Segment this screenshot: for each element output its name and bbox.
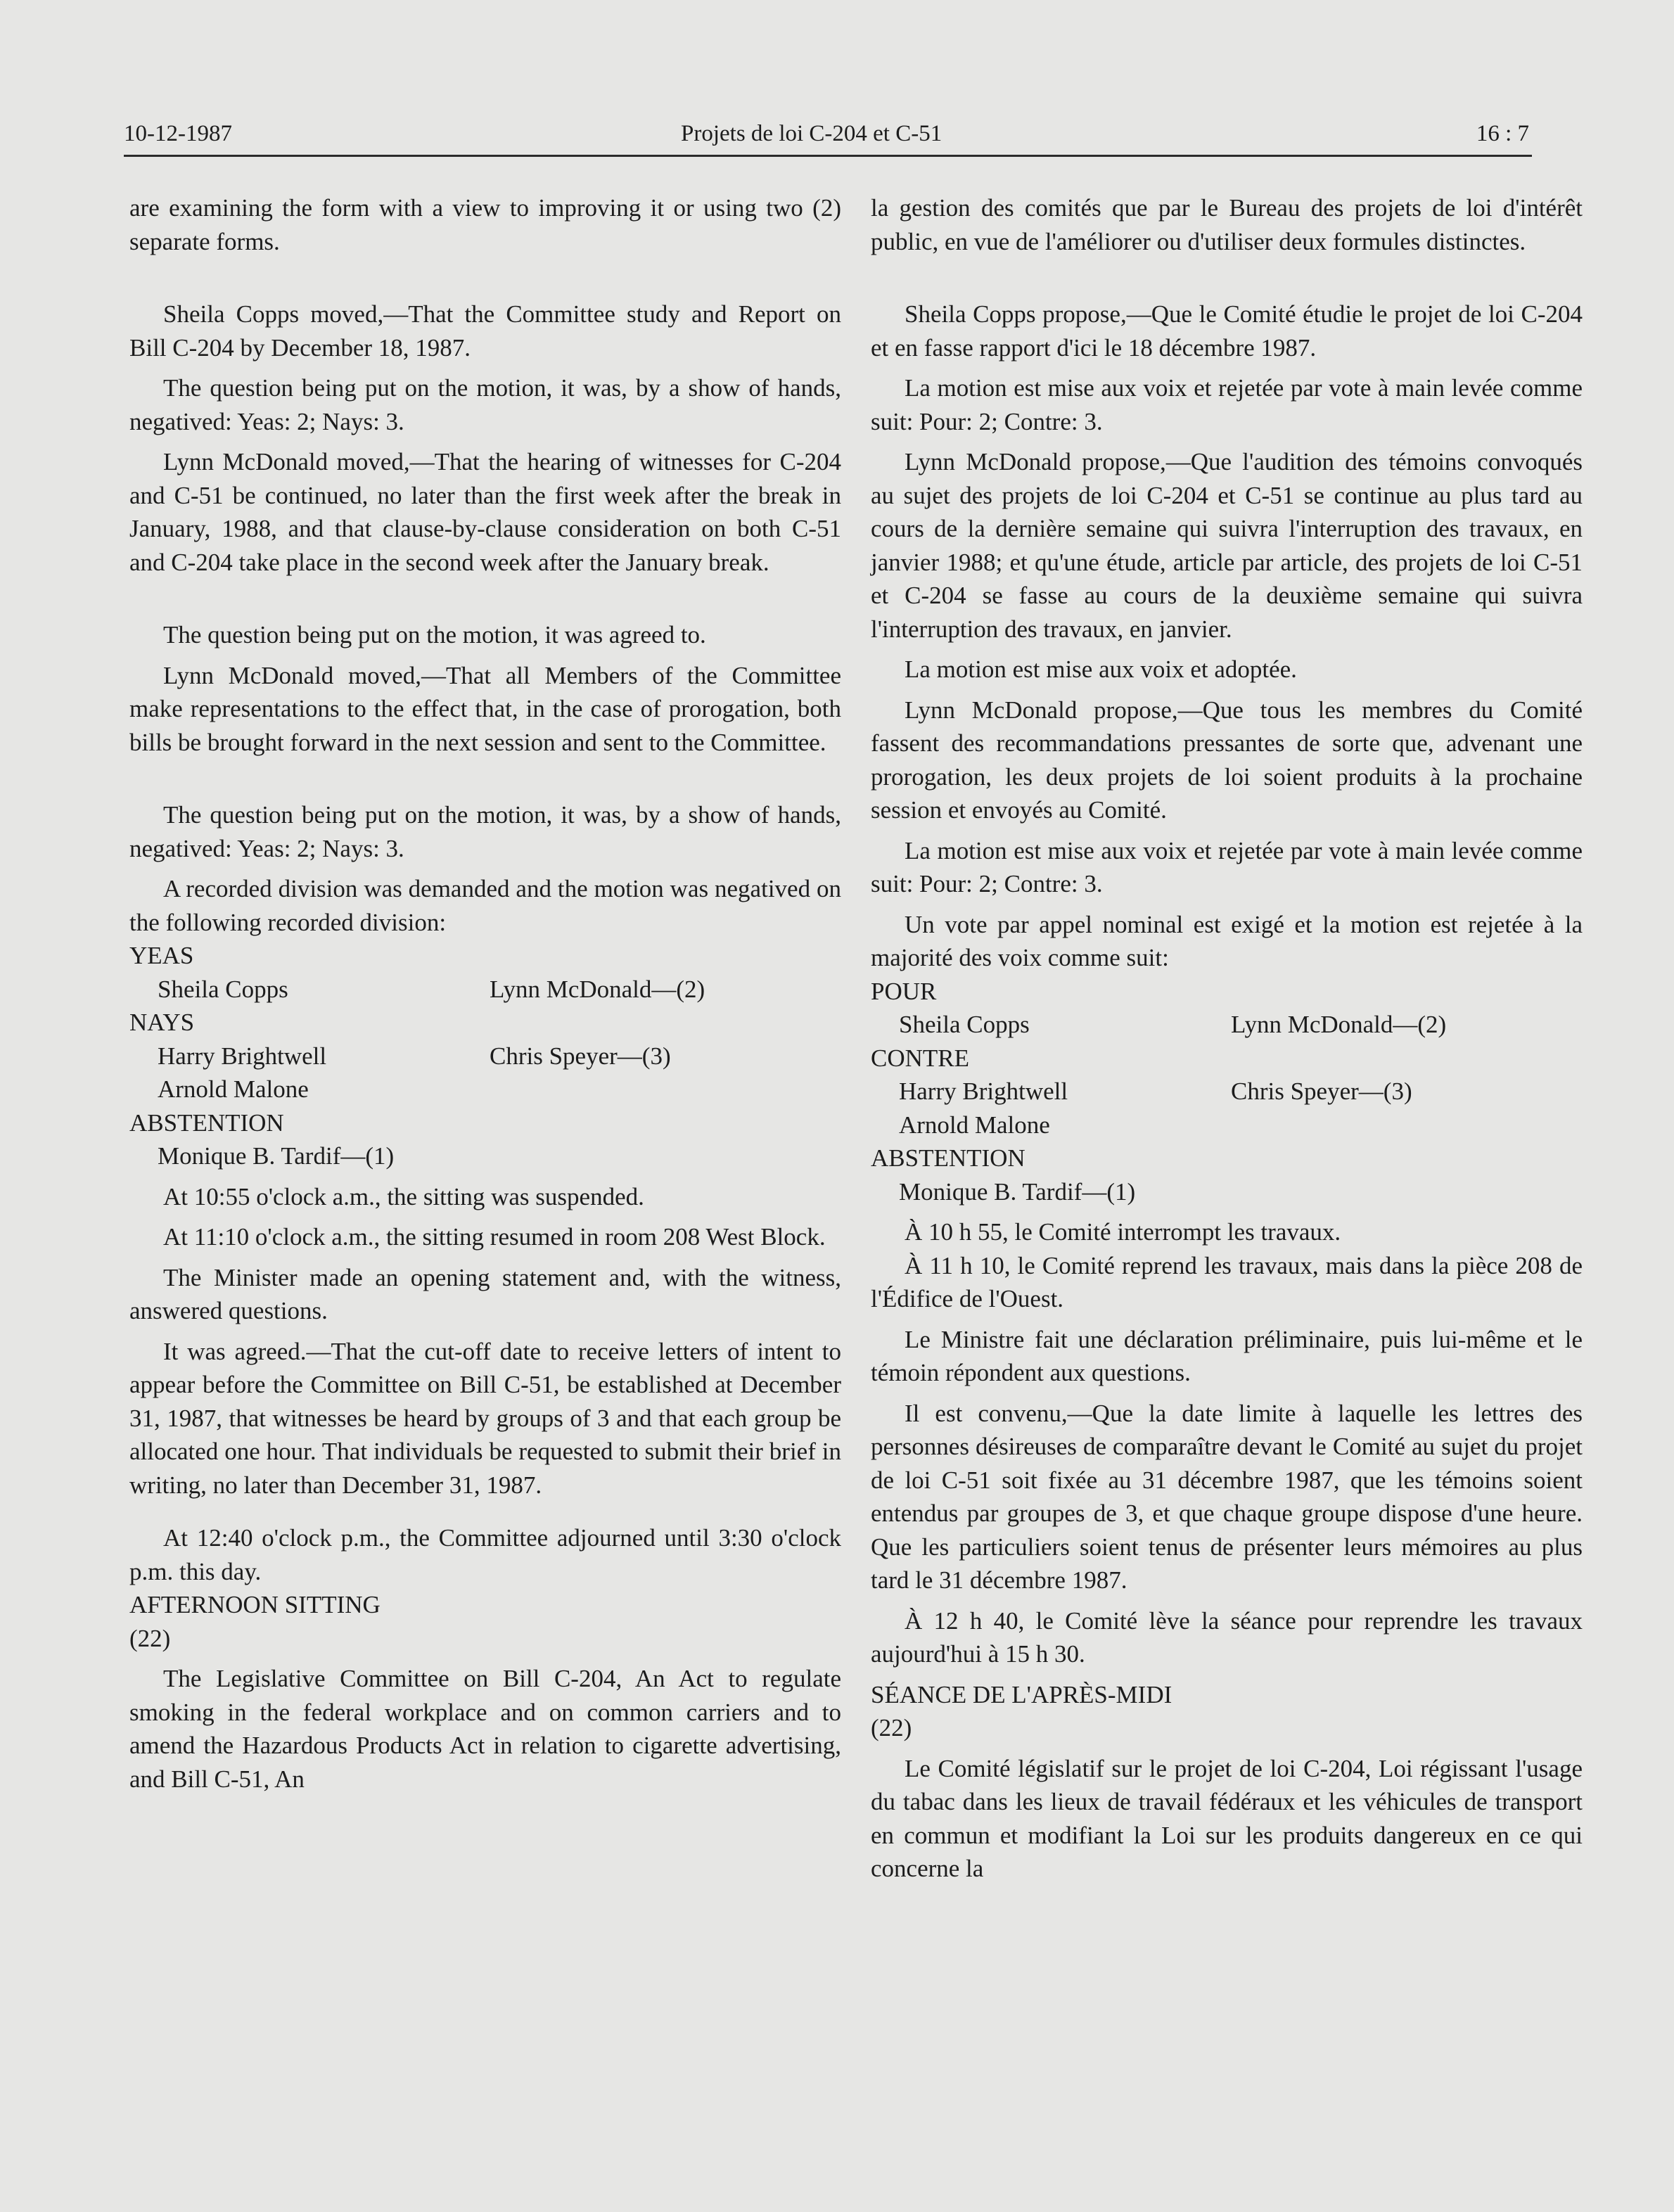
paragraph-recorded-division: A recorded division was demanded and the motion was negatived on the following recorded division: <box>129 875 841 936</box>
paragraph-suspended: At 10:55 o'clock a.m., the sitting was suspended. <box>163 1182 644 1210</box>
meeting-number: (22) <box>871 1714 912 1741</box>
paragraph-question-2: La motion est mise aux voix et adoptée. <box>905 656 1297 683</box>
meeting-number: (22) <box>129 1624 171 1652</box>
abstention-name: Monique B. Tardif—(1) <box>158 1142 395 1170</box>
vote-name: Lynn McDonald—(2) <box>490 975 705 1003</box>
paragraph-minister: The Minister made an opening statement and, with the witness, answered questions. <box>129 1263 841 1324</box>
nays-heading: NAYS <box>129 1009 195 1036</box>
header-rule <box>124 155 1532 157</box>
afternoon-sitting-heading: SÉANCE DE L'APRÈS-MIDI <box>871 1680 1173 1708</box>
yeas-heading: YEAS <box>129 942 194 969</box>
vote-name: Sheila Copps <box>899 1011 1030 1038</box>
paragraph-question-1: La motion est mise aux voix et rejetée par vote à main levée comme suit: Pour: 2; Contre: 3. <box>871 374 1583 435</box>
nays-row <box>871 1075 1583 1108</box>
paragraph-mcdonald-motion-1: Lynn McDonald propose,—Que l'audition des témoins convoqués au sujet des projets de loi C-204 et C-51 se continue au plus tard au cours de la dernière semaine qui suivra l'interruption des travaux, en janvier 1988; et qu'une étude, article par article, des projets de loi C-51 et C-204 se fasse au cours de la deuxième semaine qui suivra l'interruption des travaux, en janvier. <box>871 448 1583 643</box>
afternoon-sitting-heading: AFTERNOON SITTING <box>129 1591 381 1618</box>
paragraph-question-1: The question being put on the motion, it was, by a show of hands, negatived: Yeas: 2; Nays: 3. <box>129 374 841 435</box>
paragraph-legislative-committee: Le Comité législatif sur le projet de loi C-204, Loi régissant l'usage du tabac dans les lieux de travail fédéraux et les véhicules de transport en commun et modifiant la Loi sur les produits dangereux en ce qui concerne la <box>871 1754 1583 1882</box>
header-page-number: 16 : 7 <box>1476 121 1529 146</box>
paragraph-agreed: Il est convenu,—Que la date limite à laquelle les lettres des personnes désireuses de comparaître devant le Comité au sujet du projet de loi C-51 soit fixée au 31 décembre 1987, que les témoins soient entendus par groupes de 3, et que chaque groupe dispose d'une heure. Que les particuliers soient tenus de présenter leurs mémoires au plus tard le 31 décembre 1987. <box>871 1399 1583 1594</box>
paragraph-mcdonald-motion-2: Lynn McDonald moved,—That all Members of the Committee make representations to the effect that, in the case of prorogation, both bills be brought forward in the next session and sent to the Committee. <box>129 661 841 756</box>
abstention-heading: ABSTENTION <box>129 1108 284 1137</box>
paragraph-recorded-division: Un vote par appel nominal est exigé et la motion est rejetée à la majorité des voix comme suit: <box>871 910 1583 971</box>
paragraph-resumed: À 11 h 10, le Comité reprend les travaux, mais dans la pièce 208 de l'Édifice de l'Ouest. <box>871 1251 1583 1312</box>
vote-name: Harry Brightwell <box>899 1078 1068 1105</box>
vote-name: Arnold Malone <box>158 1075 309 1103</box>
vote-name: Lynn McDonald—(2) <box>1231 1011 1447 1038</box>
nays-row-2 <box>129 1073 841 1106</box>
paragraph-legislative-committee: The Legislative Committee on Bill C-204, An Act to regulate smoking in the federal workplace and on common carriers and to amend the Hazardous Products Act in relation to cigarette advertising, and Bill C-51, An <box>129 1665 841 1793</box>
paragraph-adjourned: At 12:40 o'clock p.m., the Committee adjourned until 3:30 o'clock p.m. this day. <box>129 1524 841 1585</box>
header-title: Projets de loi C-204 et C-51 <box>681 121 943 146</box>
yeas-heading: POUR <box>871 977 937 1005</box>
paragraph-form: la gestion des comités que par le Bureau des projets de loi d'intérêt public, en vue de l'améliorer ou d'utiliser deux formules distinctes. <box>871 194 1583 255</box>
yeas-row <box>871 1008 1583 1042</box>
nays-row-2 <box>871 1108 1583 1142</box>
paragraph-form: are examining the form with a view to improving it or using two (2) separate forms. <box>129 194 841 255</box>
french-column <box>871 191 1583 1886</box>
vote-name: Arnold Malone <box>899 1111 1050 1139</box>
nays-row <box>129 1040 841 1073</box>
nays-heading: CONTRE <box>871 1044 969 1072</box>
paragraph-question-2: The question being put on the motion, it was agreed to. <box>163 621 706 648</box>
paragraph-resumed: At 11:10 o'clock a.m., the sitting resumed in room 208 West Block. <box>163 1223 826 1251</box>
vote-name: Sheila Copps <box>158 975 288 1003</box>
vote-name: Chris Speyer—(3) <box>1231 1078 1412 1105</box>
paragraph-question-3: La motion est mise aux voix et rejetée par vote à main levée comme suit: Pour: 2; Contre: 3. <box>871 836 1583 897</box>
vote-name: Chris Speyer—(3) <box>490 1042 671 1070</box>
paragraph-copps-motion: Sheila Copps moved,—That the Committee study and Report on Bill C-204 by December 18, 1987. <box>129 300 841 362</box>
paragraph-adjourned: À 12 h 40, le Comité lève la séance pour reprendre les travaux aujourd'hui à 15 h 30. <box>871 1606 1583 1668</box>
paragraph-minister: Le Ministre fait une déclaration préliminaire, puis lui-même et le témoin répondent aux questions. <box>871 1325 1583 1386</box>
abstention-name: Monique B. Tardif—(1) <box>899 1177 1136 1206</box>
header-date: 10-12-1987 <box>124 121 232 146</box>
paragraph-suspended: À 10 h 55, le Comité interrompt les travaux. <box>905 1218 1341 1246</box>
paragraph-question-3: The question being put on the motion, it was, by a show of hands, negatived: Yeas: 2; Nays: 3. <box>129 801 841 862</box>
paragraph-mcdonald-motion-2: Lynn McDonald propose,—Que tous les membres du Comité fassent des recommandations pressantes de sorte que, advenant une prorogation, les deux projets de loi soient produits à la prochaine session et envoyés au Comité. <box>871 696 1583 824</box>
abstention-heading: ABSTENTION <box>871 1144 1026 1172</box>
paragraph-agreed: It was agreed.—That the cut-off date to receive letters of intent to appear before the Committee on Bill C-51, be established at December 31, 1987, that witnesses be heard by groups of 3 and that each group be allocated one hour. That individuals be requested to submit their brief in writing, no later than December 31, 1987. <box>129 1337 841 1499</box>
paragraph-copps-motion: Sheila Copps propose,—Que le Comité étudie le projet de loi C-204 et en fasse rapport d'ici le 18 décembre 1987. <box>871 300 1583 362</box>
yeas-row <box>129 973 841 1006</box>
paragraph-mcdonald-motion-1: Lynn McDonald moved,—That the hearing of witnesses for C-204 and C-51 be continued, no later than the first week after the break in January, 1988, and that clause-by-clause consideration on both C-51 and C-204 take place in the second week after the January break. <box>129 448 841 576</box>
vote-name: Harry Brightwell <box>158 1042 327 1070</box>
english-column <box>129 191 841 1796</box>
